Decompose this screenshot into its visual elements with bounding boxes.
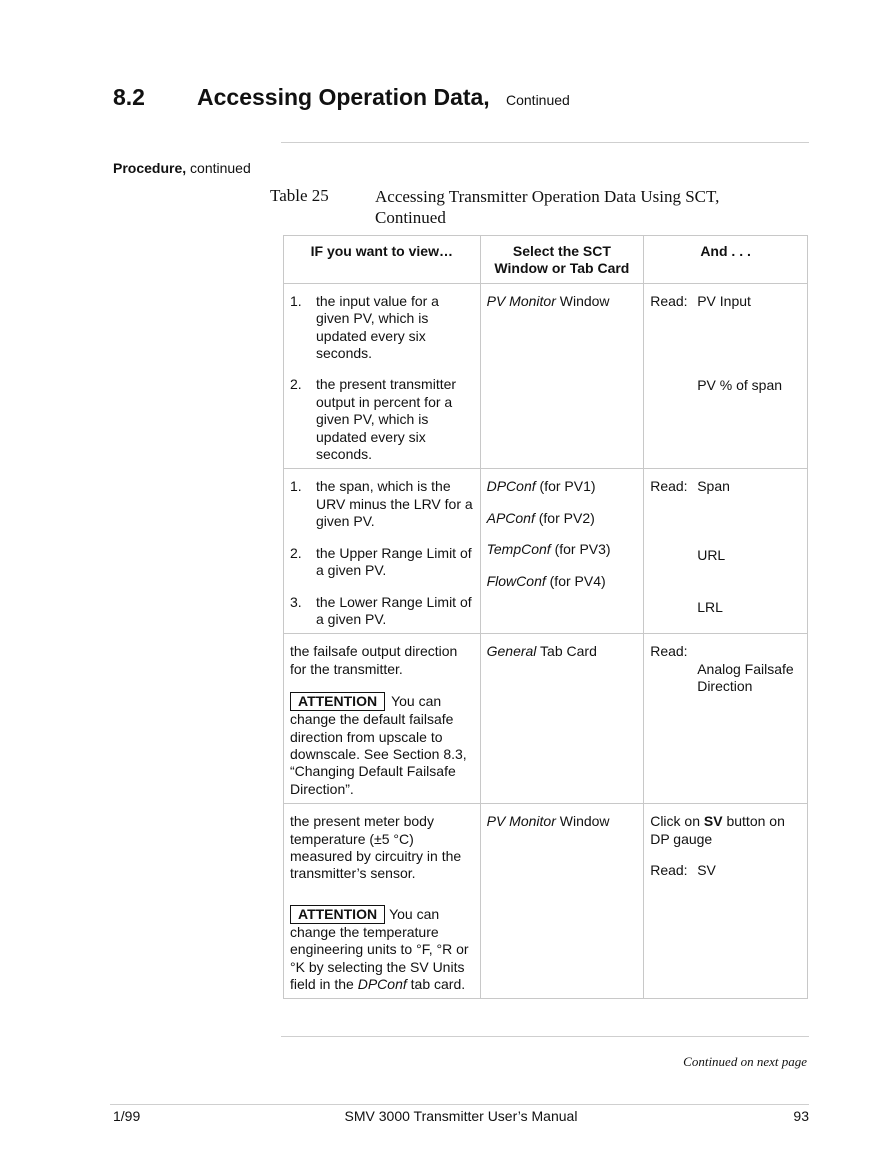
read-row <box>650 547 801 564</box>
table-caption-text: Accessing Transmitter Operation Data Using SCT, Continued <box>375 187 720 227</box>
read-label: Read: <box>650 292 688 309</box>
row2-view-cell <box>284 469 481 634</box>
list-item <box>290 293 474 363</box>
footer-rule <box>110 1104 809 1105</box>
attention-text-end: tab card. <box>406 976 466 992</box>
read-value: URL <box>697 546 726 563</box>
read-value: SV <box>697 861 716 878</box>
view-text: the present meter body temperature (±5 °C) measured by circuitry in the transmitter’s sensor. <box>290 813 462 882</box>
window-name: General <box>486 643 537 660</box>
row3-view-cell <box>284 634 481 804</box>
attention-badge: ATTENTION <box>290 905 385 924</box>
window-pv: (for PV2) <box>534 509 595 526</box>
row4-and-cell <box>644 804 808 999</box>
click-instruction <box>650 813 801 848</box>
table-row <box>284 469 808 634</box>
sv-button-label: SV <box>703 813 723 830</box>
list-item <box>290 376 474 463</box>
read-label: Read: <box>650 478 688 495</box>
list-item-text: the Upper Range Limit of a given PV. <box>316 544 472 579</box>
read-row <box>650 862 801 879</box>
list-item-number: 2. <box>290 376 302 393</box>
row4-window-cell <box>480 804 644 999</box>
list-item-number: 1. <box>290 292 302 309</box>
row3-window-cell <box>480 634 644 804</box>
list-item-text: the Lower Range Limit of a given PV. <box>316 593 472 627</box>
list-item-number: 2. <box>290 544 302 561</box>
footer-date: 1/99 <box>113 1108 141 1124</box>
table-header-row <box>284 236 808 284</box>
list-item-text: the present transmitter output in percent for a given PV, which is updated every six seconds. <box>316 376 457 463</box>
read-value: PV Input <box>697 292 751 309</box>
row3-and-cell <box>644 634 808 804</box>
section-continued: Continued <box>506 92 570 108</box>
header-and: And . . . <box>644 236 808 284</box>
row1-window-cell <box>480 283 644 469</box>
attention-note <box>290 905 474 994</box>
header-if-view: IF you want to view… <box>284 236 481 284</box>
window-name: DPConf <box>486 478 536 495</box>
procedure-suffix: continued <box>186 160 251 176</box>
window-pv: (for PV4) <box>545 572 606 589</box>
read-label: Read: <box>650 643 688 660</box>
window-name: PV Monitor <box>486 292 556 309</box>
attention-note <box>290 692 474 798</box>
attention-text: You can change the temperature engineering units to °F, °R or °K by selecting the SV Units field in the <box>290 905 469 992</box>
window-option <box>487 510 638 527</box>
list-item <box>290 594 474 629</box>
window-pv: (for PV1) <box>535 478 596 495</box>
section-number: 8.2 <box>113 84 145 110</box>
header-rule <box>281 142 809 143</box>
window-option <box>487 541 638 558</box>
row4-view-cell <box>284 804 481 999</box>
list-item-text: the span, which is the URV minus the LRV for a given PV. <box>316 478 473 530</box>
click-text: Click on <box>650 813 704 830</box>
window-type: Window <box>555 813 610 830</box>
window-name: PV Monitor <box>486 813 556 830</box>
window-name: FlowConf <box>486 572 546 589</box>
window-pv: (for PV3) <box>550 541 611 558</box>
list-item-text: the input value for a given PV, which is updated every six seconds. <box>316 292 439 362</box>
row2-window-cell <box>480 469 644 634</box>
row1-and-cell <box>644 283 808 469</box>
window-name: APConf <box>486 509 535 526</box>
read-row <box>650 293 801 310</box>
read-row <box>650 478 801 495</box>
attention-tab-name: DPConf <box>357 976 407 992</box>
read-value: LRL <box>697 599 723 616</box>
window-option <box>487 573 638 590</box>
read-value: PV % of span <box>697 377 783 394</box>
list-item-number: 3. <box>290 593 302 610</box>
list-item <box>290 478 474 530</box>
list-item <box>290 545 474 580</box>
section-title: Accessing Operation Data, <box>197 84 490 110</box>
table-row <box>284 283 808 469</box>
window-name: TempConf <box>486 541 551 558</box>
row2-and-cell <box>644 469 808 634</box>
footer-page-number: 93 <box>793 1108 809 1124</box>
window-type: Tab Card <box>536 643 597 660</box>
operation-data-table <box>283 235 808 999</box>
header-select-window: Select the SCT Window or Tab Card <box>480 236 644 284</box>
procedure-bold: Procedure, <box>113 160 187 176</box>
table-caption-label: Table 25 <box>270 186 329 205</box>
view-text: the failsafe output direction for the transmitter. <box>290 643 458 677</box>
list-item-number: 1. <box>290 478 302 495</box>
attention-text: You can change the default failsafe direction from upscale to downscale. See Section 8.3, “Changing Default Failsafe Direction”. <box>290 693 467 797</box>
row1-view-cell <box>284 283 481 469</box>
table-row <box>284 804 808 999</box>
window-option <box>487 478 638 495</box>
footer-manual-title: SMV 3000 Transmitter User’s Manual <box>344 1108 578 1124</box>
read-row <box>650 377 801 394</box>
read-value: Span <box>697 478 730 495</box>
procedure-label <box>113 160 251 176</box>
table-row <box>284 634 808 804</box>
read-value: Analog Failsafe Direction <box>697 660 794 695</box>
continued-note: Continued on next page <box>683 1054 807 1069</box>
window-type: Window <box>555 292 610 309</box>
click-text-end: button on DP gauge <box>650 813 785 847</box>
table-end-rule <box>281 1036 809 1037</box>
read-row <box>650 599 801 616</box>
read-label: Read: <box>650 861 688 878</box>
attention-badge: ATTENTION <box>290 692 385 711</box>
